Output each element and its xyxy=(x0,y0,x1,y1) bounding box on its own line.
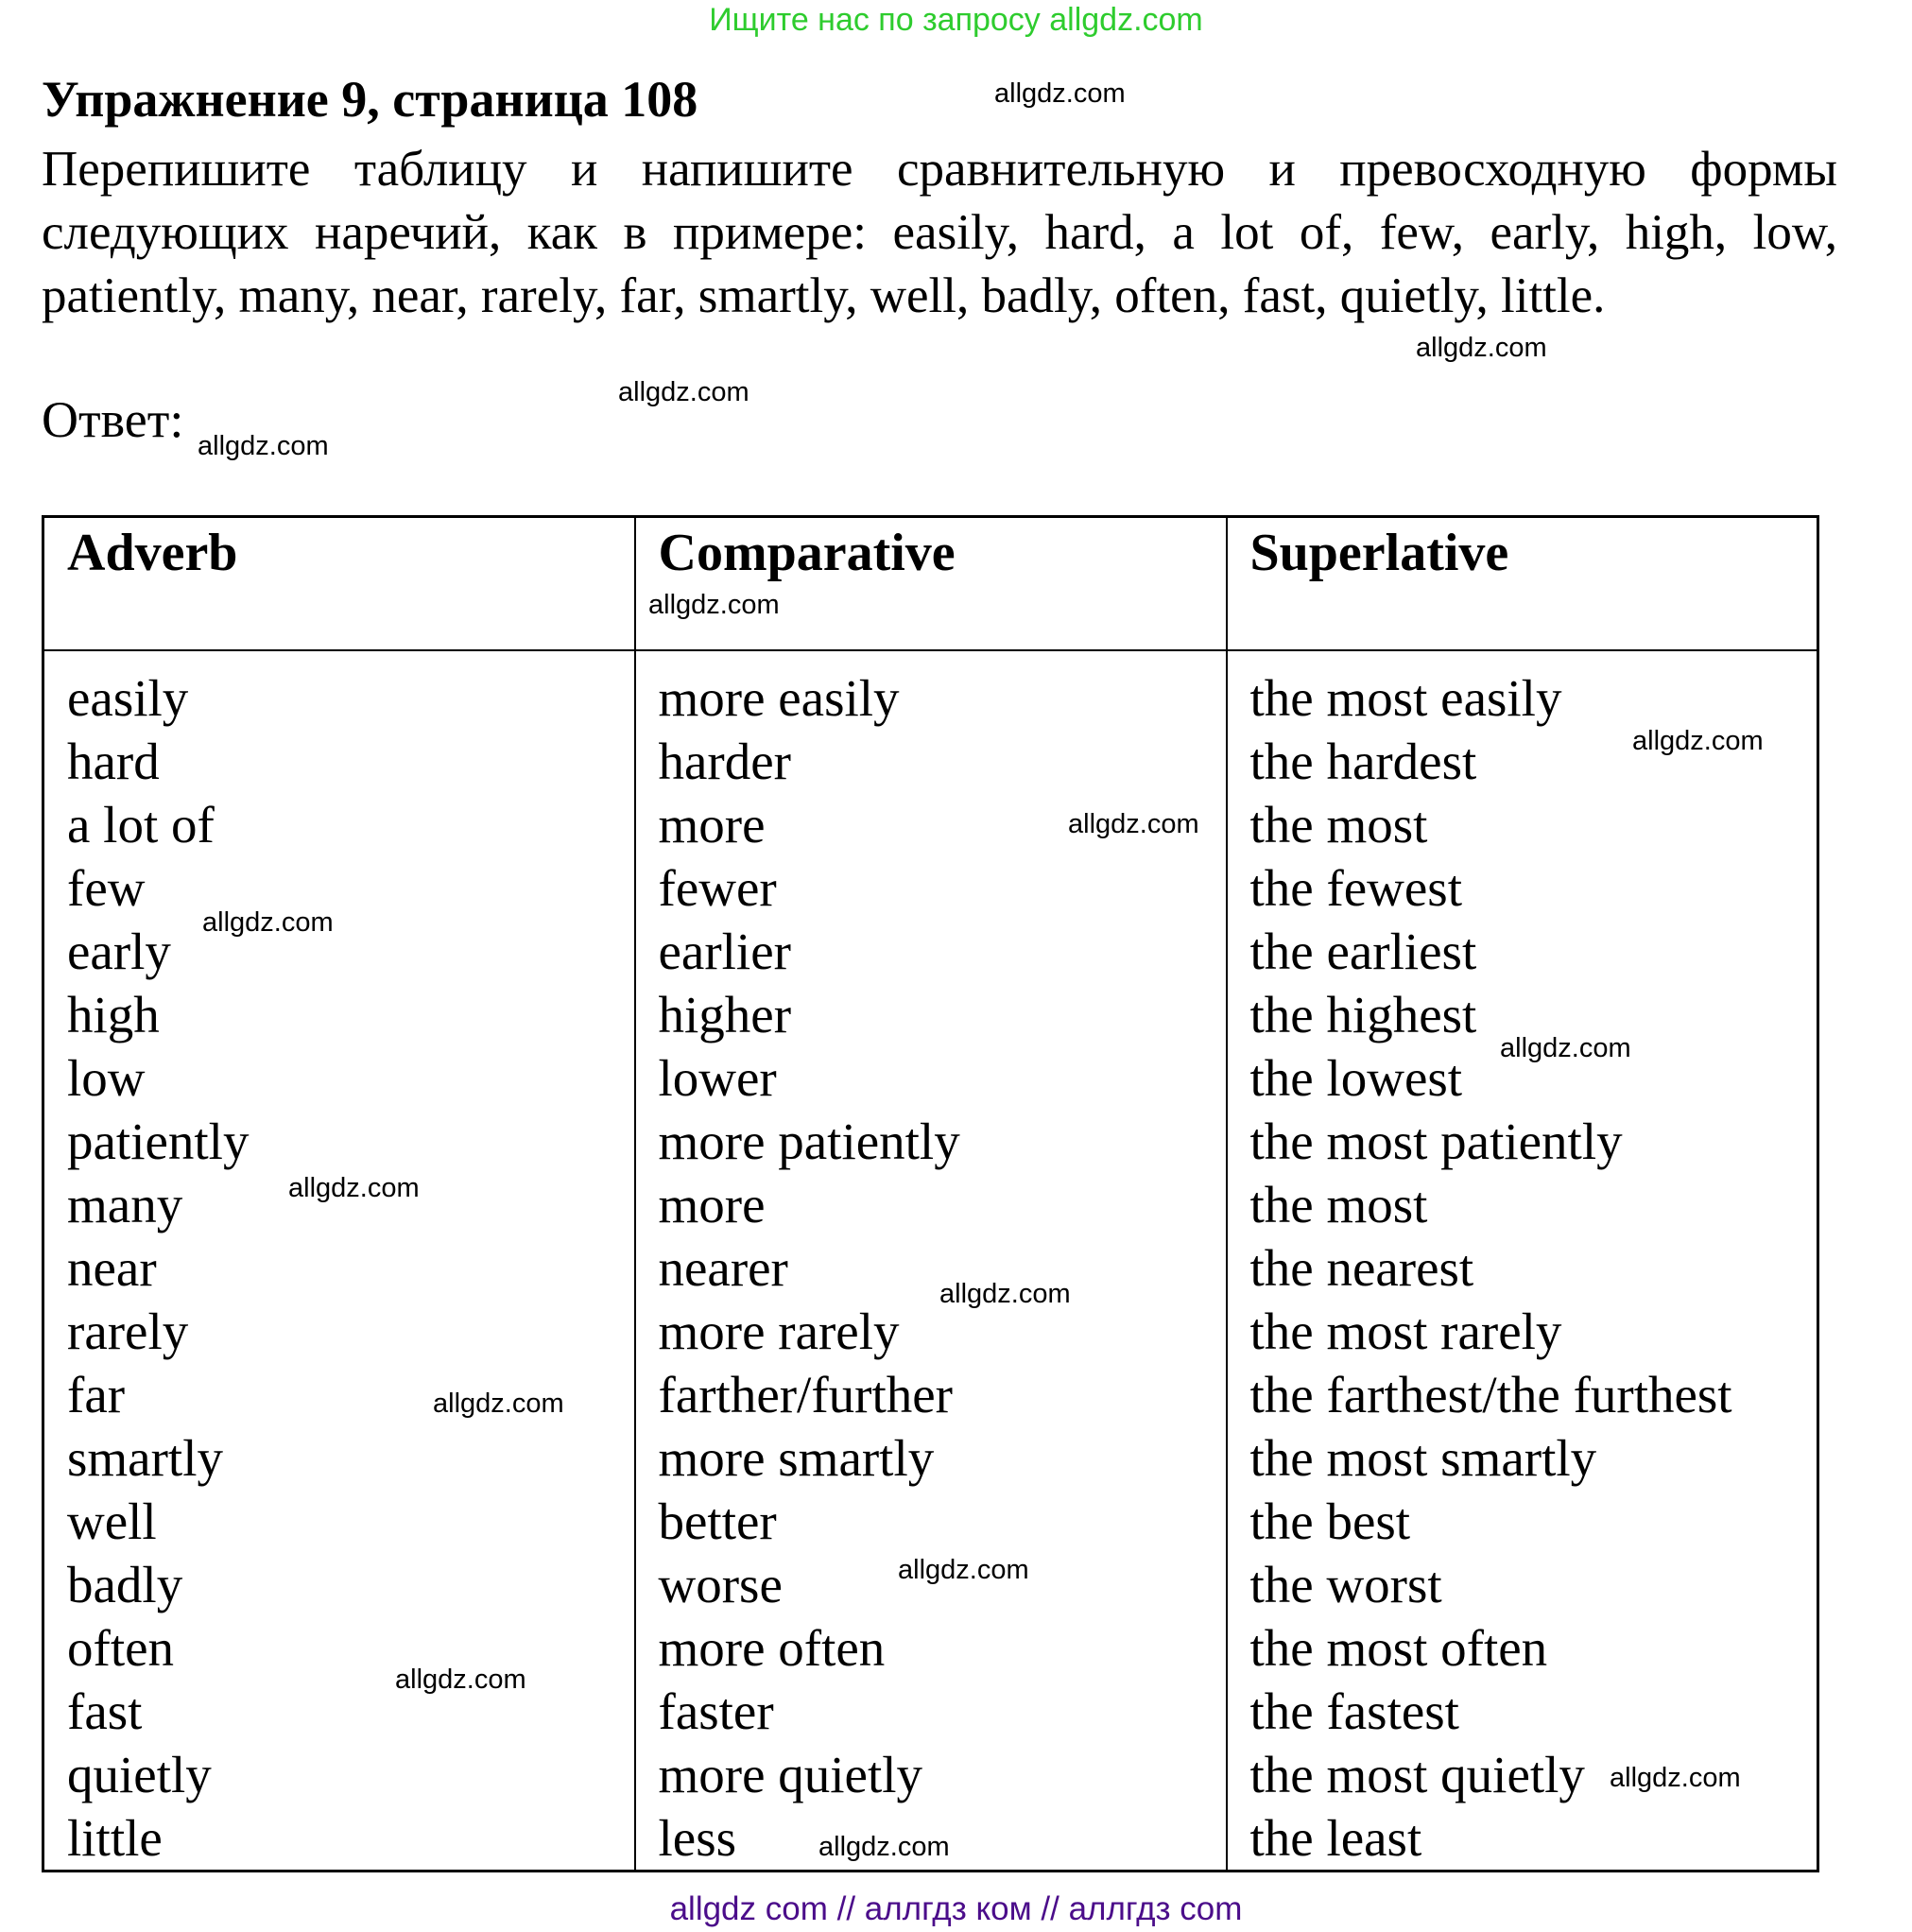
superlative-cell: the most easily xyxy=(1249,669,1562,727)
watermark: allgdz.com xyxy=(1416,333,1547,363)
watermark: allgdz.com xyxy=(395,1665,526,1695)
superlative-cell: the most patiently xyxy=(1249,1113,1623,1170)
comparative-cell: higher xyxy=(658,986,792,1044)
superlative-cell: the most often xyxy=(1249,1619,1548,1677)
superlative-column xyxy=(1227,650,1818,1872)
comparative-cell: farther/further xyxy=(658,1366,953,1423)
adverb-cell: a lot of xyxy=(67,796,215,854)
header-superlative: Superlative xyxy=(1227,517,1818,651)
adverb-cell: early xyxy=(67,923,171,980)
comparative-cell: more often xyxy=(658,1619,886,1677)
adverb-cell: little xyxy=(67,1809,163,1867)
comparative-cell: better xyxy=(658,1492,777,1550)
superlative-cell: the lowest xyxy=(1249,1049,1463,1107)
adverb-cell: rarely xyxy=(67,1302,189,1360)
superlative-cell: the fewest xyxy=(1249,859,1462,917)
watermark: allgdz.com xyxy=(618,377,749,407)
superlative-cell: the most smartly xyxy=(1249,1429,1597,1487)
comparative-cell: worse xyxy=(658,1556,783,1613)
watermark: allgdz.com xyxy=(1632,726,1764,756)
footer-links: allgdz com // аллгдз ком // аллгдз com xyxy=(669,1890,1243,1927)
comparative-cell: less xyxy=(658,1809,736,1867)
comparative-cell: more easily xyxy=(658,669,900,727)
comparative-cell: earlier xyxy=(658,923,791,980)
adverb-cell: often xyxy=(67,1619,175,1677)
adverb-cell: few xyxy=(67,859,146,917)
watermark: allgdz.com xyxy=(1610,1763,1741,1793)
watermark: allgdz.com xyxy=(288,1173,420,1203)
adverb-cell: patiently xyxy=(67,1113,250,1170)
search-banner: Ищите нас по запросу allgdz.com xyxy=(709,2,1203,38)
superlative-cell: the hardest xyxy=(1249,733,1477,790)
adverb-cell: hard xyxy=(67,733,160,790)
adverb-cell: far xyxy=(67,1366,126,1423)
superlative-cell: the least xyxy=(1249,1809,1422,1867)
comparative-cell: fewer xyxy=(658,859,777,917)
adverb-cell: fast xyxy=(67,1682,143,1740)
comparative-cell: harder xyxy=(658,733,791,790)
comparative-cell: nearer xyxy=(658,1239,788,1297)
superlative-cell: the most quietly xyxy=(1249,1746,1585,1803)
adverb-cell: badly xyxy=(67,1556,183,1613)
header-comparative: Comparative xyxy=(635,517,1227,651)
watermark: allgdz.com xyxy=(994,78,1126,109)
superlative-cell: the highest xyxy=(1249,986,1477,1044)
watermark: allgdz.com xyxy=(898,1555,1029,1585)
watermark: allgdz.com xyxy=(202,907,334,938)
exercise-title: Упражнение 9, страница 108 xyxy=(42,71,698,128)
watermark: allgdz.com xyxy=(433,1389,564,1419)
adverb-cell: low xyxy=(67,1049,146,1107)
watermark: allgdz.com xyxy=(1500,1033,1631,1063)
comparative-cell: more rarely xyxy=(658,1302,900,1360)
superlative-cell: the fastest xyxy=(1249,1682,1459,1740)
superlative-cell: the most xyxy=(1249,796,1428,854)
superlative-cell: the worst xyxy=(1249,1556,1442,1613)
adverb-cell: easily xyxy=(67,669,189,727)
comparative-cell: more xyxy=(658,796,766,854)
adverb-column xyxy=(43,650,635,1872)
watermark: allgdz.com xyxy=(818,1832,950,1862)
watermark: allgdz.com xyxy=(648,590,780,620)
superlative-cell: the farthest/the furthest xyxy=(1249,1366,1732,1423)
adverb-cell: quietly xyxy=(67,1746,212,1803)
superlative-cell: the nearest xyxy=(1249,1239,1474,1297)
adverb-cell: high xyxy=(67,986,160,1044)
comparative-cell: more patiently xyxy=(658,1113,960,1170)
comparative-cell: more xyxy=(658,1176,766,1233)
comparative-cell: faster xyxy=(658,1682,774,1740)
superlative-cell: the most xyxy=(1249,1176,1428,1233)
comparative-cell: more smartly xyxy=(658,1429,935,1487)
task-text: Перепишите таблицу и напишите сравнительную и превосходную формы следующих наречий, как в примере: easily, hard, a lot of, few, early, high, low, patiently, many, near, rarely, far, smartly, well, badly, often, fast, quietly, little. xyxy=(42,142,1837,323)
adverb-cell: well xyxy=(67,1492,157,1550)
watermark: allgdz.com xyxy=(1068,809,1199,839)
watermark: allgdz.com xyxy=(939,1279,1071,1309)
adverb-cell: smartly xyxy=(67,1429,223,1487)
superlative-cell: the earliest xyxy=(1249,923,1477,980)
answer-label: Ответ: xyxy=(42,391,184,448)
adverb-cell: many xyxy=(67,1176,183,1233)
superlative-cell: the most rarely xyxy=(1249,1302,1562,1360)
comparative-cell: more quietly xyxy=(658,1746,923,1803)
comparative-cell: lower xyxy=(658,1049,777,1107)
watermark: allgdz.com xyxy=(198,431,329,461)
superlative-cell: the best xyxy=(1249,1492,1411,1550)
header-adverb: Adverb xyxy=(43,517,635,651)
adverb-cell: near xyxy=(67,1239,157,1297)
